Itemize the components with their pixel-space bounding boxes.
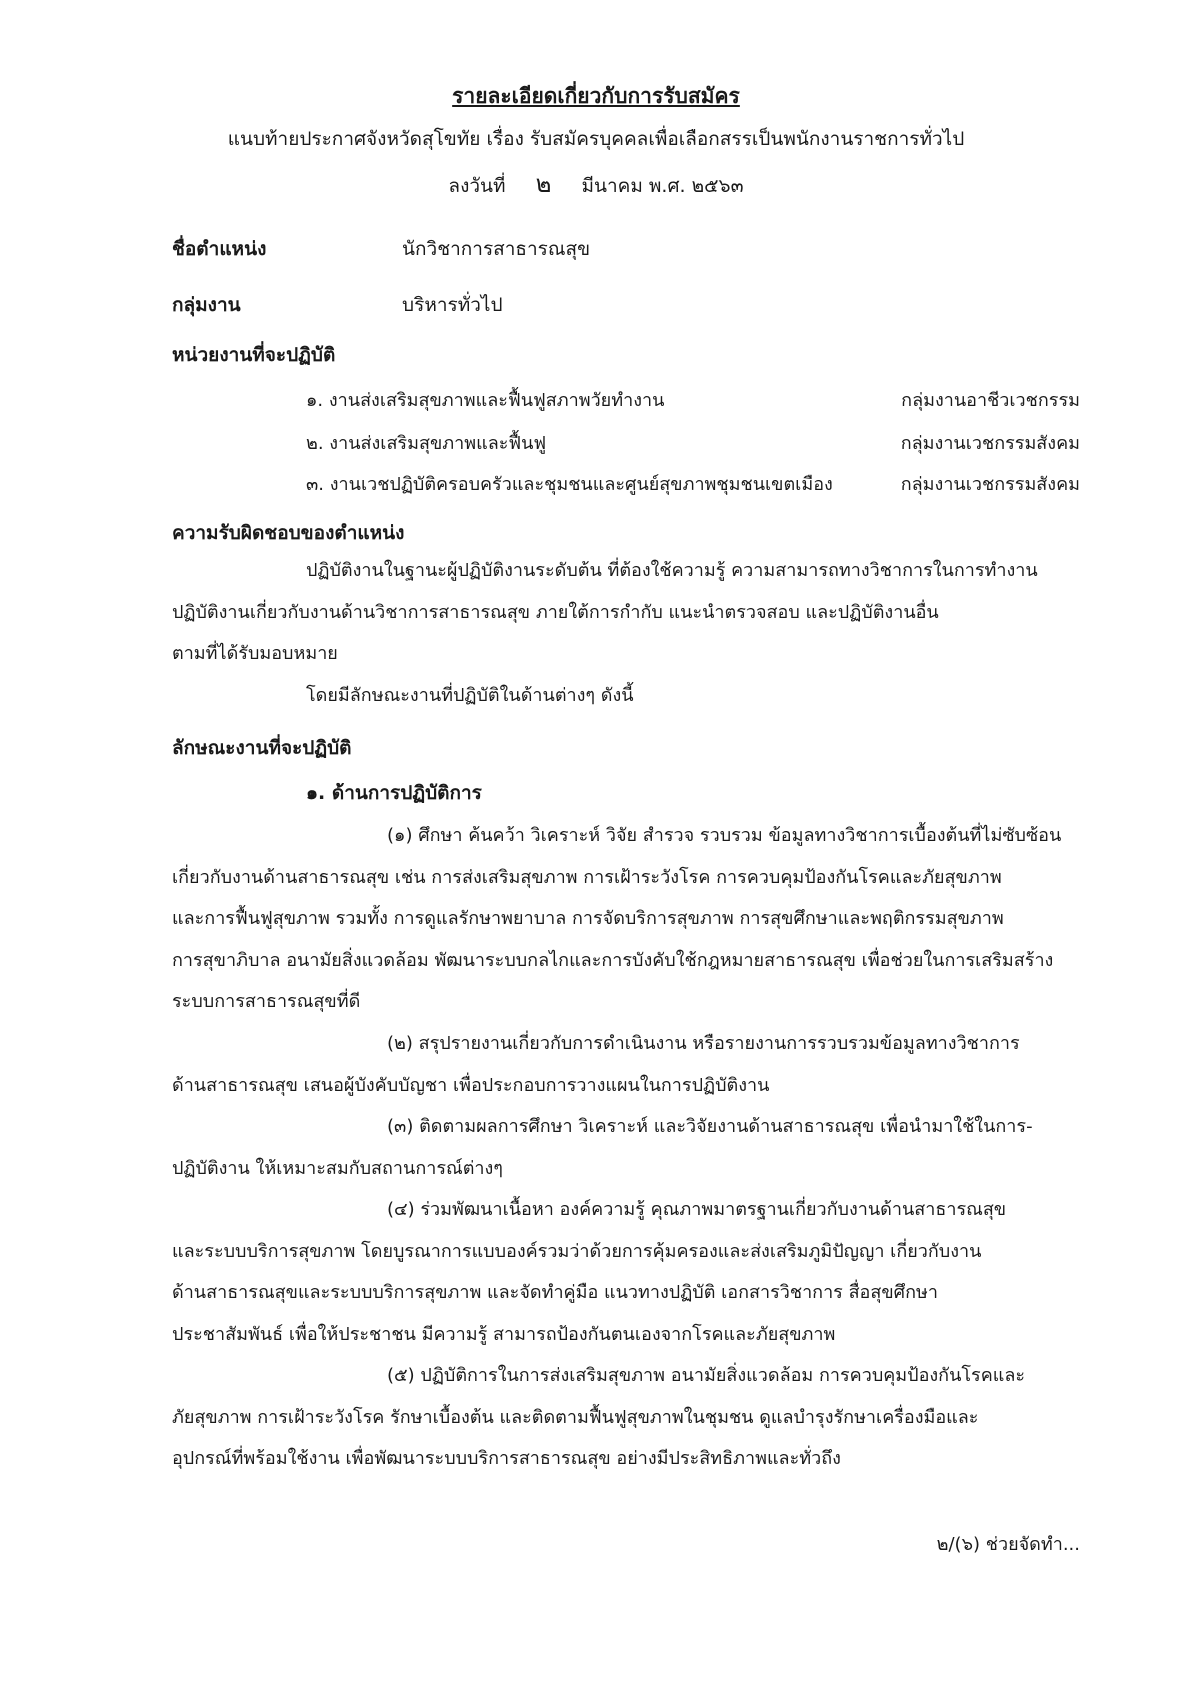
group-value: บริหารทั่วไป <box>402 294 503 316</box>
unit-dept: กลุ่มงานอาชีวเวชกรรม <box>901 390 1080 411</box>
unit-dept: กลุ่มงานเวชกรรมสังคม <box>900 474 1080 495</box>
position-row <box>172 234 590 264</box>
units-heading: หน่วยงานที่จะปฏิบัติ <box>172 344 336 366</box>
duty-item-2 <box>172 1023 1080 1106</box>
unit-dept: กลุ่มงานเวชกรรมสังคม <box>900 433 1080 454</box>
paragraph-line: และระบบบริการสุขภาพ โดยบูรณาการแบบองค์รวมว่าด้วยการคุ้มครองและส่งเสริมภูมิปัญญา เกี่ยวกับงาน <box>172 1240 982 1262</box>
paragraph-line: ปฏิบัติงานเกี่ยวกับงานด้านวิชาการสาธารณสุข ภายใต้การกำกับ แนะนำตรวจสอบ และปฏิบัติงานอื่น <box>172 601 939 623</box>
group-label: กลุ่มงาน <box>172 294 241 316</box>
paragraph-line: (๑) ศึกษา ค้นคว้า วิเคราะห์ วิจัย สำรวจ รวบรวม ข้อมูลทางวิชาการเบื้องต้นที่ไม่ซับซ้อน <box>387 825 1062 846</box>
position-label: ชื่อตำแหน่ง <box>172 238 267 260</box>
duty-item-5 <box>172 1355 1080 1480</box>
paragraph-line: เกี่ยวกับงานด้านสาธารณสุข เช่น การส่งเสริมสุขภาพ การเฝ้าระวังโรค การควบคุมป้องกันโรคและภัยสุขภาพ <box>172 866 1002 888</box>
paragraph-line: ปฏิบัติงานในฐานะผู้ปฏิบัติงานระดับต้น ที่ต้องใช้ความรู้ ความสามารถทางวิชาการในการทำงาน <box>306 560 1038 581</box>
paragraph-line: อุปกรณ์ที่พร้อมใช้งาน เพื่อพัฒนาระบบบริการสาธารณสุข อย่างมีประสิทธิภาพและทั่วถึง <box>172 1448 841 1469</box>
duties-heading: ลักษณะงานที่จะปฏิบัติ <box>172 737 352 759</box>
paragraph-line: ปฏิบัติงาน ให้เหมาะสมกับสถานการณ์ต่างๆ <box>172 1157 503 1179</box>
unit-name: ๑. งานส่งเสริมสุขภาพและฟื้นฟูสภาพวัยทำงาน <box>306 390 665 411</box>
responsibility-heading: ความรับผิดชอบของตำแหน่ง <box>172 522 405 544</box>
group-row <box>172 290 503 320</box>
duty-item-3 <box>172 1106 1080 1189</box>
continuation-note: ๒/(๖) ช่วยจัดทำ... <box>936 1534 1080 1555</box>
responsibility-paragraph <box>172 550 1080 716</box>
date-day: ๒ <box>535 170 552 198</box>
paragraph-line: การสุขาภิบาล อนามัยสิ่งแวดล้อม พัฒนาระบบกลไกและการบังคับใช้กฎหมายสาธารณสุข เพื่อช่วยในการเสริมสร้าง <box>172 949 1054 971</box>
unit-name: ๒. งานส่งเสริมสุขภาพและฟื้นฟู <box>306 433 547 454</box>
paragraph-line: ตามที่ได้รับมอบหมาย <box>172 643 338 664</box>
paragraph-line: ด้านสาธารณสุขและระบบบริการสุขภาพ และจัดทำคู่มือ แนวทางปฏิบัติ เอกสารวิชาการ สื่อสุขศึกษา <box>172 1282 938 1303</box>
paragraph-line: (๕) ปฏิบัติการในการส่งเสริมสุขภาพ อนามัยสิ่งแวดล้อม การควบคุมป้องกันโรคและ <box>387 1365 1026 1386</box>
position-value: นักวิชาการสาธารณสุข <box>402 238 591 260</box>
document-subtitle: แนบท้ายประกาศจังหวัดสุโขทัย เรื่อง รับสมัครบุคคลเพื่อเลือกสรรเป็นพนักงานราชการทั่วไป <box>227 128 965 150</box>
document-date <box>0 164 1192 203</box>
duty-item-1 <box>172 815 1080 1023</box>
date-prefix: ลงวันที่ <box>448 175 506 197</box>
paragraph-line: โดยมีลักษณะงานที่ปฏิบัติในด้านต่างๆ ดังนี้ <box>306 684 634 706</box>
paragraph-line: ด้านสาธารณสุข เสนอผู้บังคับบัญชา เพื่อประกอบการวางแผนในการปฏิบัติงาน <box>172 1074 770 1096</box>
duty-item-4 <box>172 1189 1080 1355</box>
paragraph-line: ประชาสัมพันธ์ เพื่อให้ประชาชน มีความรู้ สามารถป้องกันตนเองจากโรคและภัยสุขภาพ <box>172 1323 836 1345</box>
paragraph-line: ภัยสุขภาพ การเฝ้าระวังโรค รักษาเบื้องต้น และติดตามฟื้นฟูสุขภาพในชุมชน ดูแลบำรุงรักษาเครื่องมือและ <box>172 1406 979 1428</box>
paragraph-line: และการฟื้นฟูสุขภาพ รวมทั้ง การดูแลรักษาพยาบาล การจัดบริการสุขภาพ การสุขศึกษาและพฤติกรรมสุขภาพ <box>172 908 1004 929</box>
paragraph-line: ระบบการสาธารณสุขที่ดี <box>172 991 361 1012</box>
unit-name: ๓. งานเวชปฏิบัติครอบครัวและชุมชนและศูนย์สุขภาพชุมชนเขตเมือง <box>306 474 833 495</box>
paragraph-line: (๔) ร่วมพัฒนาเนื้อหา องค์ความรู้ คุณภาพมาตรฐานเกี่ยวกับงานด้านสาธารณสุข <box>387 1199 1007 1220</box>
section-heading: ๑. ด้านการปฏิบัติการ <box>306 782 482 804</box>
date-rest: มีนาคม พ.ศ. ๒๕๖๓ <box>581 175 744 197</box>
paragraph-line: (๒) สรุปรายงานเกี่ยวกับการดำเนินงาน หรือรายงานการรวบรวมข้อมูลทางวิชาการ <box>387 1033 1020 1054</box>
document-title: รายละเอียดเกี่ยวกับการรับสมัคร <box>452 84 740 108</box>
paragraph-line: (๓) ติดตามผลการศึกษา วิเคราะห์ และวิจัยงานด้านสาธารณสุข เพื่อนำมาใช้ในการ- <box>387 1116 1033 1137</box>
